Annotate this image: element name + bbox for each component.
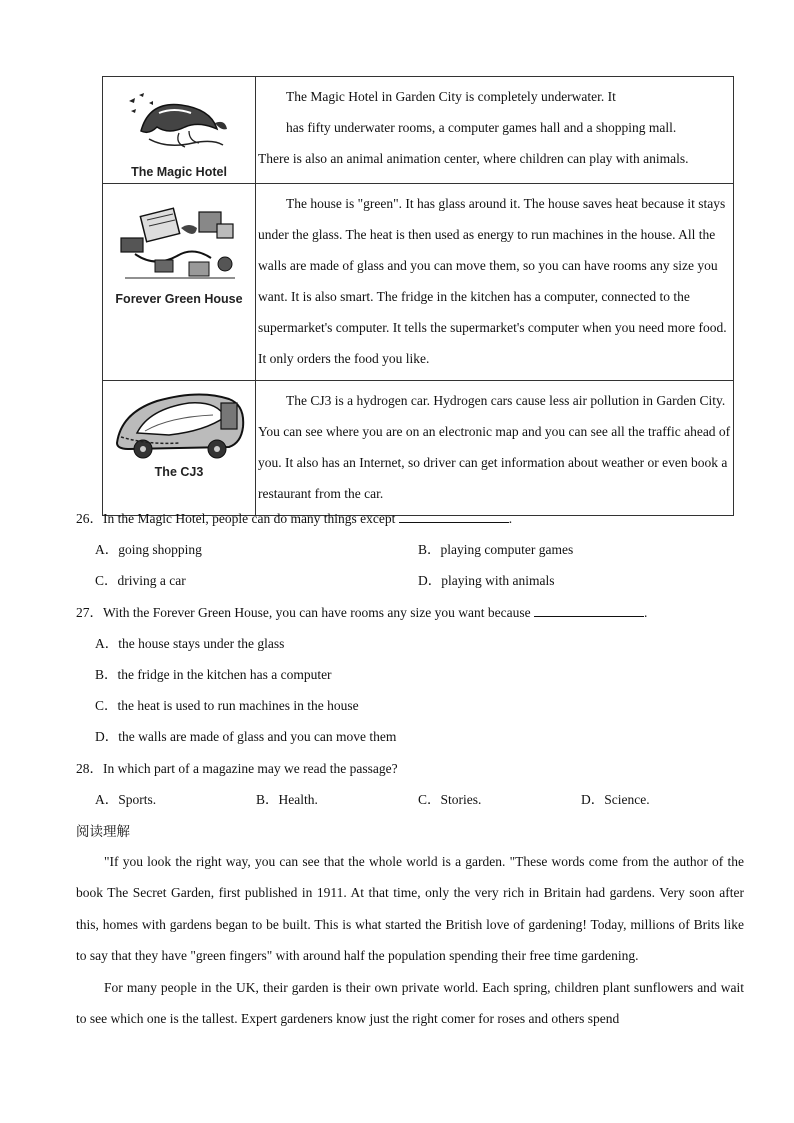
- description-line: The Magic Hotel in Garden City is completely underwater. It: [286, 89, 616, 104]
- description-cell: [256, 184, 734, 381]
- option-a[interactable]: A．going shopping: [95, 542, 202, 557]
- description-text: The house is "green". It has glass around it. The house saves heat because it stays under the glass. The heat is then used as energy to run machines in the house. All the walls are made of glass and you can move them, so you can have rooms any size you want. It is also smart. The fridge in the kitchen has a computer, connected to the supermarket's computer. It tells the supermarket's computer when you need more food. It only orders the food you like.: [258, 196, 727, 366]
- question-stem: With the Forever Green House, you can have rooms any size you want because: [103, 605, 531, 620]
- description-cell: [256, 77, 734, 184]
- illustration-caption: The Magic Hotel: [131, 165, 227, 179]
- description-line: has fifty underwater rooms, a computer games hall and a shopping mall.: [286, 120, 677, 135]
- answer-blank[interactable]: [534, 603, 644, 617]
- passage-paragraph: For many people in the UK, their garden is their own private world. Each spring, children plant sunflowers and wait to see which one is the tallest. Expert gardeners know just the right comer for roses and others spend: [76, 979, 744, 1027]
- option-b[interactable]: B．Health.: [256, 792, 318, 807]
- description-line: There is also an animal animation center, where children can play with animals.: [258, 151, 689, 166]
- green-house-illustration: [115, 198, 243, 290]
- option-c[interactable]: C．the heat is used to run machines in the house: [95, 698, 359, 713]
- option-b[interactable]: B．the fridge in the kitchen has a computer: [95, 667, 332, 682]
- magic-hotel-illustration: [119, 83, 239, 163]
- illustration-cell: [103, 381, 256, 516]
- info-table: [102, 76, 734, 516]
- question-28: [76, 753, 398, 784]
- illustration-caption: Forever Green House: [115, 292, 243, 306]
- description-cell: [256, 381, 734, 516]
- description-text: The CJ3 is a hydrogen car. Hydrogen cars cause less air pollution in Garden City. You can see where you are on an electronic map and you can see all the traffic ahead of you. It also has an Internet, so driver can get information about weather or even book a restaurant from the car.: [258, 393, 731, 501]
- option-b[interactable]: B．playing computer games: [418, 542, 574, 557]
- question-end: .: [643, 605, 648, 620]
- illustration-caption: The CJ3: [154, 465, 204, 479]
- illustration-cell: [103, 184, 256, 381]
- question-number: 28．: [76, 761, 103, 776]
- option-c[interactable]: C．driving a car: [95, 573, 186, 588]
- answer-blank[interactable]: [399, 509, 509, 523]
- reading-passage: [76, 846, 744, 1034]
- question-26: [76, 503, 512, 534]
- option-d[interactable]: D．playing with animals: [418, 573, 555, 588]
- question-27: [76, 597, 647, 628]
- question-end: .: [508, 511, 513, 526]
- passage-paragraph: "If you look the right way, you can see that the whole world is a garden. "These words come from the author of the book The Secret Garden, first published in 1911. At that time, only the very rich in Britain had gardens. Very soon after this, homes with gardens began to be built. This is what started the British love of gardening! Today, millions of Brits like to say that they have "green fingers" with around half the population spending their free time gardening.: [76, 854, 744, 964]
- illustration-cell: [103, 77, 256, 184]
- option-d[interactable]: D．Science.: [581, 792, 650, 807]
- option-a[interactable]: A．Sports.: [95, 792, 157, 807]
- question-number: 26．: [76, 511, 103, 526]
- option-a[interactable]: A．the house stays under the glass: [95, 636, 285, 651]
- table-row: [103, 184, 734, 381]
- table-row: [103, 381, 734, 516]
- section-title: 阅读理解: [76, 824, 130, 840]
- cj3-car-illustration: [109, 387, 249, 463]
- table-row: [103, 77, 734, 184]
- question-stem: In the Magic Hotel, people can do many things except: [103, 511, 396, 526]
- option-c[interactable]: C．Stories.: [418, 792, 482, 807]
- question-stem: In which part of a magazine may we read the passage?: [103, 761, 398, 776]
- option-d[interactable]: D．the walls are made of glass and you can move them: [95, 729, 397, 744]
- question-number: 27．: [76, 605, 103, 620]
